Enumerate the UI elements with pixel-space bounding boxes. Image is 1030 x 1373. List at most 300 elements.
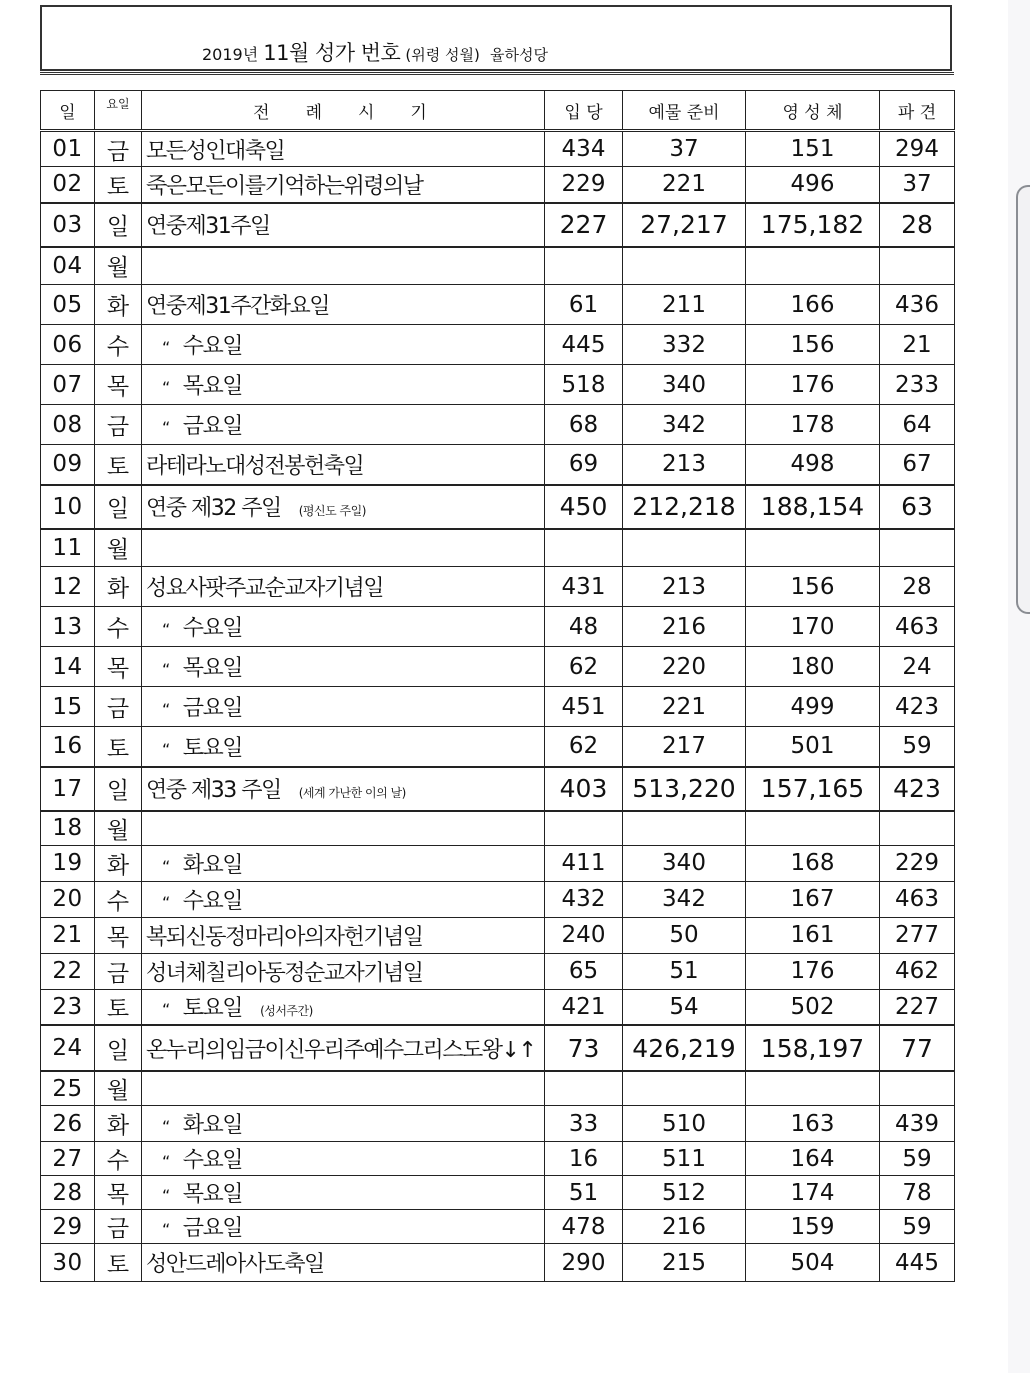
cell-dow: 일 [95, 203, 142, 247]
cell-dismissal: 37 [880, 167, 955, 203]
cell-dow: 토 [95, 727, 142, 767]
cell-day: 18 [41, 811, 95, 846]
cell-day: 15 [41, 687, 95, 727]
cell-entrance: 229 [545, 167, 623, 203]
table-row [41, 1142, 955, 1176]
cell-dismissal: 59 [880, 727, 955, 767]
cell-offertory: 332 [623, 325, 746, 365]
title-sub: (위령 성월) [405, 46, 480, 64]
liturgy-text: 목요일 [182, 656, 243, 681]
cell-dismissal: 67 [880, 445, 955, 485]
table-row [41, 727, 955, 767]
cell-communion: 159 [746, 1210, 880, 1244]
liturgy-note: (성서주간) [260, 1004, 313, 1019]
cell-dow: 일 [95, 1025, 142, 1071]
table-row [41, 881, 955, 917]
cell-offertory: 512 [623, 1176, 746, 1210]
cell-dismissal: 59 [880, 1210, 955, 1244]
liturgy-text: 금요일 [182, 696, 243, 721]
cell-offertory [623, 811, 746, 846]
ditto-mark: “ [162, 378, 169, 397]
cell-offertory: 513,220 [623, 767, 746, 811]
cell-liturgy [142, 247, 545, 285]
liturgy-text: 목요일 [182, 1182, 243, 1207]
liturgy-text: 연중제31주일 [146, 214, 270, 239]
ditto-mark: “ [162, 1220, 169, 1239]
cell-dismissal [880, 247, 955, 285]
cell-dismissal: 445 [880, 1244, 955, 1282]
cell-day: 24 [41, 1025, 95, 1071]
cell-dow: 월 [95, 1071, 142, 1106]
cell-entrance: 478 [545, 1210, 623, 1244]
cell-dismissal: 436 [880, 285, 955, 325]
cell-communion: 157,165 [746, 767, 880, 811]
cell-dow: 화 [95, 285, 142, 325]
cell-liturgy [142, 647, 545, 687]
cell-offertory: 51 [623, 953, 746, 989]
cell-liturgy [142, 445, 545, 485]
cell-entrance: 73 [545, 1025, 623, 1071]
table-row [41, 167, 955, 203]
cell-communion: 496 [746, 167, 880, 203]
ditto-mark: “ [162, 1186, 169, 1205]
cell-communion: 498 [746, 445, 880, 485]
table-row [41, 1210, 955, 1244]
table-row [41, 917, 955, 953]
cell-offertory: 215 [623, 1244, 746, 1282]
liturgy-note: (평신도 주일) [298, 504, 366, 518]
title-box [40, 5, 952, 71]
cell-dow: 토 [95, 167, 142, 203]
cell-offertory: 217 [623, 727, 746, 767]
liturgy-text: 성안드레아사도축일 [146, 1252, 324, 1277]
ditto-mark: “ [162, 338, 169, 357]
header-day: 일 [41, 91, 95, 131]
cell-offertory: 221 [623, 167, 746, 203]
cell-liturgy [142, 953, 545, 989]
header-entrance: 입 당 [545, 91, 623, 131]
table-row [41, 767, 955, 811]
cell-communion: 156 [746, 567, 880, 607]
ditto-mark: “ [162, 1117, 169, 1136]
cell-communion [746, 529, 880, 567]
ditto-mark: “ [162, 892, 169, 912]
cell-dow: 수 [95, 881, 142, 917]
table-row [41, 365, 955, 405]
ditto-mark: “ [162, 620, 169, 639]
liturgy-text: 수요일 [182, 334, 243, 359]
cell-entrance: 432 [545, 881, 623, 917]
cell-day: 27 [41, 1142, 95, 1176]
table-row [41, 485, 955, 529]
cell-day: 19 [41, 845, 95, 881]
table-row [41, 1106, 955, 1142]
cell-communion: 176 [746, 953, 880, 989]
cell-communion: 163 [746, 1106, 880, 1142]
cell-entrance [545, 529, 623, 567]
table-row [41, 203, 955, 247]
cell-day: 16 [41, 727, 95, 767]
table-row [41, 953, 955, 989]
cell-communion: 501 [746, 727, 880, 767]
cell-entrance: 69 [545, 445, 623, 485]
cell-day: 25 [41, 1071, 95, 1106]
liturgy-text: 모든성인대축일 [146, 138, 285, 164]
cell-liturgy [142, 811, 545, 846]
liturgy-note: (세계 가난한 이의 날) [298, 786, 406, 800]
cell-communion: 167 [746, 881, 880, 917]
liturgy-text: 수요일 [182, 616, 243, 641]
cell-offertory: 27,217 [623, 203, 746, 247]
cell-day: 22 [41, 953, 95, 989]
ditto-mark: “ [162, 1000, 169, 1020]
ditto-mark: “ [162, 1152, 169, 1171]
cell-entrance: 65 [545, 953, 623, 989]
cell-dow: 금 [95, 1210, 142, 1244]
liturgy-text: 연중 제33 주일 [146, 778, 281, 803]
cell-dow: 금 [95, 405, 142, 445]
cell-dow: 월 [95, 529, 142, 567]
cell-communion: 178 [746, 405, 880, 445]
cell-offertory: 510 [623, 1106, 746, 1142]
cell-dow: 일 [95, 485, 142, 529]
cell-dismissal: 63 [880, 485, 955, 529]
cell-communion: 188,154 [746, 485, 880, 529]
cell-liturgy [142, 607, 545, 647]
cell-entrance [545, 811, 623, 846]
cell-dismissal: 463 [880, 607, 955, 647]
table-row [41, 687, 955, 727]
cell-communion: 166 [746, 285, 880, 325]
cell-liturgy [142, 1142, 545, 1176]
cell-dow: 수 [95, 325, 142, 365]
cell-liturgy [142, 1176, 545, 1210]
cell-day: 28 [41, 1176, 95, 1210]
cell-communion: 151 [746, 131, 880, 167]
cell-communion: 158,197 [746, 1025, 880, 1071]
cell-communion: 164 [746, 1142, 880, 1176]
cell-liturgy [142, 167, 545, 203]
cell-dow: 목 [95, 365, 142, 405]
cell-dow: 월 [95, 811, 142, 846]
cell-offertory: 211 [623, 285, 746, 325]
table-row [41, 405, 955, 445]
ditto-mark: “ [162, 418, 169, 437]
title-year: 2019년 [202, 45, 259, 64]
cell-entrance: 403 [545, 767, 623, 811]
cell-dow: 금 [95, 687, 142, 727]
cell-offertory [623, 247, 746, 285]
cell-liturgy [142, 131, 545, 167]
cell-dismissal [880, 811, 955, 846]
cell-entrance: 421 [545, 989, 623, 1025]
cell-dismissal: 233 [880, 365, 955, 405]
cell-day: 05 [41, 285, 95, 325]
cell-communion: 504 [746, 1244, 880, 1282]
cell-offertory: 216 [623, 1210, 746, 1244]
cell-dow: 화 [95, 567, 142, 607]
table-row [41, 567, 955, 607]
table-row [41, 529, 955, 567]
cell-day: 11 [41, 529, 95, 567]
cell-dismissal: 439 [880, 1106, 955, 1142]
ditto-mark: “ [162, 739, 169, 759]
cell-day: 17 [41, 767, 95, 811]
cell-day: 23 [41, 989, 95, 1025]
cell-day: 10 [41, 485, 95, 529]
cell-offertory: 213 [623, 445, 746, 485]
ditto-mark: “ [162, 700, 169, 719]
cell-dismissal [880, 1071, 955, 1106]
table-row [41, 325, 955, 365]
cell-entrance: 61 [545, 285, 623, 325]
cell-liturgy [142, 1106, 545, 1142]
cell-offertory: 511 [623, 1142, 746, 1176]
cell-dismissal: 77 [880, 1025, 955, 1071]
cell-day: 26 [41, 1106, 95, 1142]
liturgy-text: 화요일 [182, 852, 243, 878]
table-row [41, 811, 955, 846]
cell-liturgy [142, 365, 545, 405]
cell-entrance: 290 [545, 1244, 623, 1282]
liturgy-text: 화요일 [182, 1113, 243, 1138]
cell-dismissal: 24 [880, 647, 955, 687]
cell-offertory: 216 [623, 607, 746, 647]
cell-liturgy [142, 881, 545, 917]
hymn-table [40, 90, 955, 1282]
cell-offertory [623, 1071, 746, 1106]
cell-liturgy [142, 727, 545, 767]
table-header-row [41, 91, 955, 131]
liturgy-text: 목요일 [182, 374, 243, 399]
cell-entrance: 450 [545, 485, 623, 529]
cell-liturgy [142, 567, 545, 607]
cell-liturgy [142, 1244, 545, 1282]
liturgy-text: 죽은모든이를기억하는위령의날 [146, 173, 423, 199]
cell-entrance: 33 [545, 1106, 623, 1142]
cell-entrance: 62 [545, 727, 623, 767]
cell-communion: 180 [746, 647, 880, 687]
table-row [41, 647, 955, 687]
cell-communion: 161 [746, 917, 880, 953]
cell-dismissal: 294 [880, 131, 955, 167]
table-body [41, 131, 955, 1282]
liturgy-text: 성녀체칠리아동정순교자기념일 [146, 960, 423, 986]
cell-dismissal: 423 [880, 687, 955, 727]
cell-day: 06 [41, 325, 95, 365]
cell-entrance: 68 [545, 405, 623, 445]
liturgy-text: 수요일 [182, 888, 243, 914]
cell-liturgy [142, 1210, 545, 1244]
cell-entrance: 431 [545, 567, 623, 607]
ditto-mark: “ [162, 856, 169, 876]
cell-entrance: 518 [545, 365, 623, 405]
cell-dow: 화 [95, 845, 142, 881]
header-dismissal: 파 견 [880, 91, 955, 131]
cell-dow: 수 [95, 1142, 142, 1176]
cell-communion: 156 [746, 325, 880, 365]
cell-liturgy [142, 485, 545, 529]
table-row [41, 285, 955, 325]
cell-offertory: 220 [623, 647, 746, 687]
cell-day: 21 [41, 917, 95, 953]
cell-dismissal: 64 [880, 405, 955, 445]
cell-entrance: 445 [545, 325, 623, 365]
table-row [41, 1176, 955, 1210]
cell-dow: 금 [95, 131, 142, 167]
cell-liturgy [142, 767, 545, 811]
cell-entrance: 451 [545, 687, 623, 727]
cell-offertory: 213 [623, 567, 746, 607]
cell-dismissal: 28 [880, 567, 955, 607]
cell-entrance [545, 1071, 623, 1106]
cell-dow: 토 [95, 1244, 142, 1282]
cell-liturgy [142, 405, 545, 445]
liturgy-text: 라테라노대성전봉헌축일 [146, 453, 364, 479]
cell-dismissal: 277 [880, 917, 955, 953]
cell-entrance: 16 [545, 1142, 623, 1176]
cell-offertory: 340 [623, 365, 746, 405]
cell-entrance: 48 [545, 607, 623, 647]
cell-day: 29 [41, 1210, 95, 1244]
cell-offertory: 54 [623, 989, 746, 1025]
cell-dismissal: 463 [880, 881, 955, 917]
cell-communion: 176 [746, 365, 880, 405]
cell-dow: 목 [95, 1176, 142, 1210]
cell-offertory: 221 [623, 687, 746, 727]
table-row [41, 607, 955, 647]
cell-offertory: 37 [623, 131, 746, 167]
cell-offertory: 426,219 [623, 1025, 746, 1071]
liturgy-text: 성요사팟주교순교자기념일 [146, 576, 384, 601]
side-scroll-handle[interactable] [1016, 185, 1030, 614]
cell-liturgy [142, 1071, 545, 1106]
cell-day: 03 [41, 203, 95, 247]
cell-liturgy [142, 1025, 545, 1071]
cell-day: 12 [41, 567, 95, 607]
cell-day: 14 [41, 647, 95, 687]
liturgy-text: 토요일 [182, 996, 243, 1022]
cell-day: 07 [41, 365, 95, 405]
cell-entrance: 51 [545, 1176, 623, 1210]
liturgy-text: 수요일 [182, 1148, 243, 1173]
cell-dow: 목 [95, 647, 142, 687]
cell-dow: 금 [95, 953, 142, 989]
cell-offertory: 212,218 [623, 485, 746, 529]
table-row [41, 445, 955, 485]
header-offertory: 예물 준비 [623, 91, 746, 131]
ditto-mark: “ [162, 660, 169, 679]
table-row [41, 131, 955, 167]
cell-communion [746, 1071, 880, 1106]
cell-communion: 174 [746, 1176, 880, 1210]
cell-entrance: 411 [545, 845, 623, 881]
cell-entrance: 434 [545, 131, 623, 167]
table-row [41, 1071, 955, 1106]
cell-offertory: 340 [623, 845, 746, 881]
cell-dismissal: 21 [880, 325, 955, 365]
cell-dismissal: 462 [880, 953, 955, 989]
table-row [41, 1025, 955, 1071]
page-title [202, 37, 548, 67]
cell-entrance: 62 [545, 647, 623, 687]
cell-day: 01 [41, 131, 95, 167]
table-row [41, 989, 955, 1025]
cell-dismissal: 78 [880, 1176, 955, 1210]
cell-day: 02 [41, 167, 95, 203]
cell-communion: 502 [746, 989, 880, 1025]
cell-dismissal: 28 [880, 203, 955, 247]
cell-offertory: 342 [623, 405, 746, 445]
cell-liturgy [142, 989, 545, 1025]
cell-dismissal: 423 [880, 767, 955, 811]
cell-entrance: 240 [545, 917, 623, 953]
header-liturgy: 전례시기 [142, 91, 545, 131]
cell-liturgy [142, 845, 545, 881]
cell-communion: 499 [746, 687, 880, 727]
cell-communion: 170 [746, 607, 880, 647]
cell-dismissal: 59 [880, 1142, 955, 1176]
cell-dow: 일 [95, 767, 142, 811]
liturgy-text: 복되신동정마리아의자헌기념일 [146, 924, 423, 950]
cell-dow: 토 [95, 989, 142, 1025]
cell-communion: 175,182 [746, 203, 880, 247]
table-row [41, 1244, 955, 1282]
cell-entrance [545, 247, 623, 285]
cell-offertory: 342 [623, 881, 746, 917]
cell-communion [746, 811, 880, 846]
cell-dow: 목 [95, 917, 142, 953]
cell-day: 09 [41, 445, 95, 485]
liturgy-text: 연중 제32 주일 [146, 496, 281, 521]
title-main: 11월 성가 번호 [263, 41, 401, 65]
cell-day: 04 [41, 247, 95, 285]
cell-day: 30 [41, 1244, 95, 1282]
liturgy-text: 금요일 [182, 1216, 243, 1241]
cell-liturgy [142, 529, 545, 567]
cell-day: 13 [41, 607, 95, 647]
cell-day: 08 [41, 405, 95, 445]
cell-dismissal: 227 [880, 989, 955, 1025]
title-parish: 율하성당 [490, 46, 548, 64]
cell-communion [746, 247, 880, 285]
table-row [41, 247, 955, 285]
liturgy-text: 온누리의임금이신우리주예수그리스도왕↓↑ [146, 1037, 536, 1063]
liturgy-text: 연중제31주간화요일 [146, 294, 330, 319]
cell-entrance: 227 [545, 203, 623, 247]
table-row [41, 845, 955, 881]
cell-dow: 화 [95, 1106, 142, 1142]
cell-offertory: 50 [623, 917, 746, 953]
cell-liturgy [142, 203, 545, 247]
cell-dow: 월 [95, 247, 142, 285]
cell-dow: 토 [95, 445, 142, 485]
liturgy-text: 토요일 [182, 735, 243, 761]
cell-liturgy [142, 325, 545, 365]
cell-offertory [623, 529, 746, 567]
cell-day: 20 [41, 881, 95, 917]
liturgy-text: 금요일 [182, 414, 243, 439]
cell-liturgy [142, 285, 545, 325]
header-dow: 요일 [95, 91, 142, 131]
divider [40, 72, 954, 75]
cell-dow: 수 [95, 607, 142, 647]
cell-liturgy [142, 687, 545, 727]
cell-communion: 168 [746, 845, 880, 881]
cell-dismissal: 229 [880, 845, 955, 881]
cell-liturgy [142, 917, 545, 953]
header-communion: 영 성 체 [746, 91, 880, 131]
